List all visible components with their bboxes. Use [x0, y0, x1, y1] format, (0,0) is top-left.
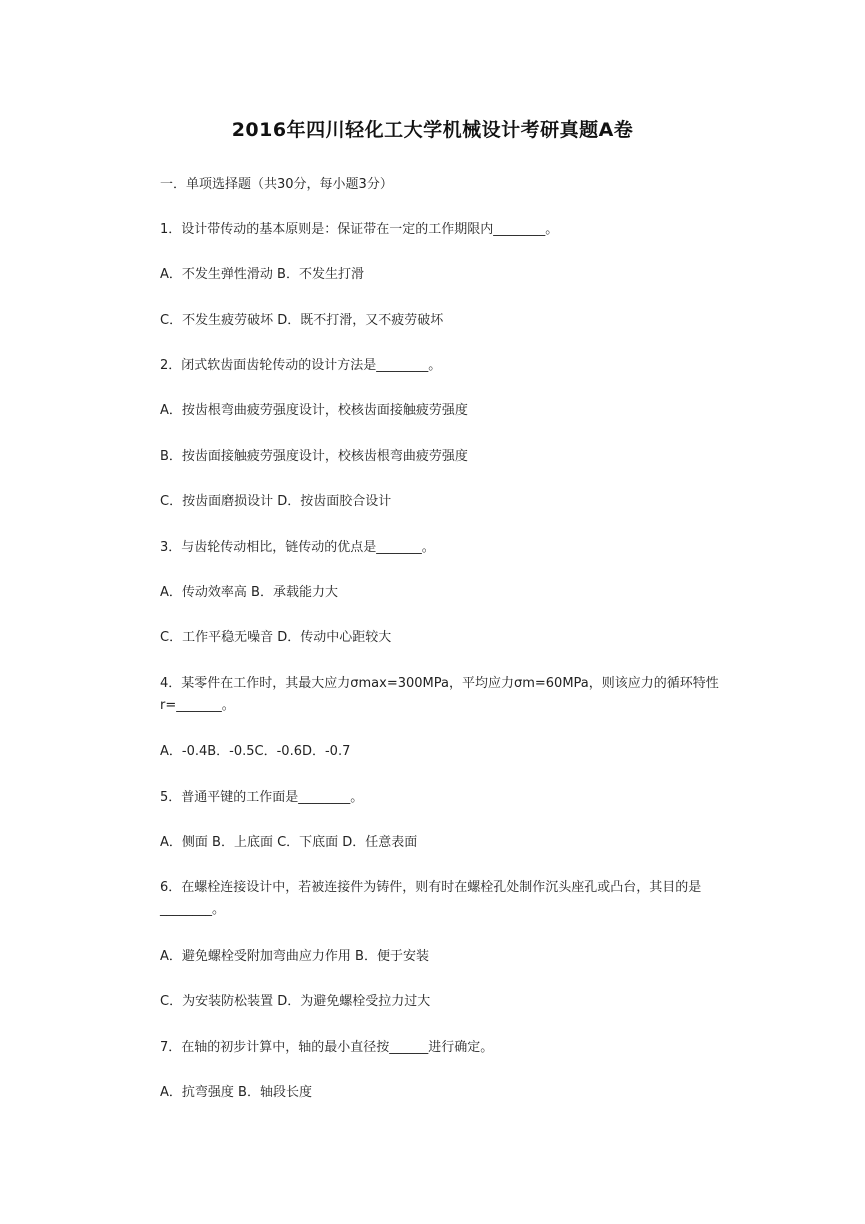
- question-5-options: A．侧面 B．上底面 C．下底面 D．任意表面: [160, 835, 418, 850]
- question-6-options-cd: C．为安装防松装置 D．为避免螺栓受拉力过大: [160, 994, 431, 1009]
- question-7-options-ab: A．抗弯强度 B．轴段长度: [160, 1085, 312, 1100]
- question-2-options-cd: C．按齿面磨损设计 D．按齿面胶合设计: [160, 494, 392, 509]
- question-3-options-cd: C．工作平稳无噪音 D．传动中心距较大: [160, 630, 392, 645]
- question-6-options-ab: A．避免螺栓受附加弯曲应力作用 B．便于安装: [160, 949, 429, 964]
- question-5: 5．普通平键的工作面是________。: [160, 790, 364, 805]
- question-3-options-ab: A．传动效率高 B．承载能力大: [160, 585, 338, 600]
- question-1: 1．设计带传动的基本原则是：保证带在一定的工作期限内________。: [160, 222, 559, 237]
- question-4: 4．某零件在工作时，其最大应力σmax=300MPa，平均应力σm=60MPa，则该应力的循环特性 r=_______。: [160, 676, 719, 713]
- question-7: 7．在轴的初步计算中，轴的最小直径按______进行确定。: [160, 1040, 494, 1055]
- page-title: 2016年四川轻化工大学机械设计考研真题A卷: [231, 119, 634, 141]
- question-4-options: A．-0.4B．-0.5C．-0.6D．-0.7: [160, 744, 351, 759]
- question-2-option-a: A．按齿根弯曲疲劳强度设计，校核齿面接触疲劳强度: [160, 403, 468, 418]
- section-heading: 一．单项选择题（共30分，每小题3分）: [160, 177, 393, 192]
- question-2-option-b: B．按齿面接触疲劳强度设计，校核齿根弯曲疲劳强度: [160, 449, 468, 464]
- question-1-options-ab: A．不发生弹性滑动 B．不发生打滑: [160, 267, 364, 282]
- question-2: 2．闭式软齿面齿轮传动的设计方法是________。: [160, 358, 442, 373]
- question-1-options-cd: C．不发生疲劳破坏 D．既不打滑，又不疲劳破坏: [160, 313, 444, 328]
- question-3: 3．与齿轮传动相比，链传动的优点是_______。: [160, 540, 435, 555]
- question-6: 6．在螺栓连接设计中，若被连接件为铸件，则有时在螺栓孔处制作沉头座孔或凸台，其目的是________。: [160, 880, 702, 917]
